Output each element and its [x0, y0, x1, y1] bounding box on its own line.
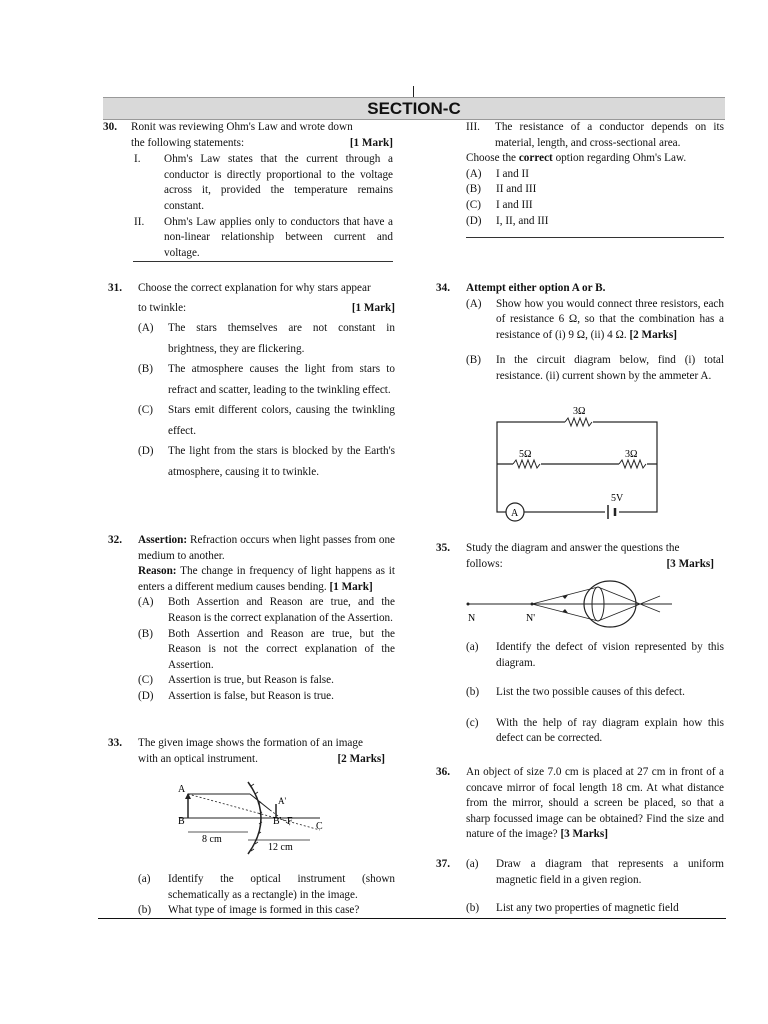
option-label: (B) — [138, 363, 153, 376]
option-label: (D) — [138, 445, 154, 458]
part-label: (a) — [466, 858, 479, 870]
reason-text: The change in frequency of light happens as it enters a different medium causes bending. — [138, 565, 395, 593]
statement-text: Ohm's Law states that the current through a conductor is directly proportional to the voltage across it, provided the temperature remains constant. — [164, 153, 393, 212]
statement-label: II. — [134, 215, 145, 228]
question-33 — [108, 736, 395, 767]
part-text: Draw a diagram that represents a uniform magnetic field in a given region. — [496, 858, 724, 886]
label-8cm: 8 cm — [202, 834, 222, 845]
question-number: 34. — [436, 282, 450, 294]
question-30-continued — [466, 120, 724, 229]
part-label: (c) — [466, 716, 479, 729]
option-label: (D) — [138, 689, 154, 702]
option-label: (C) — [138, 404, 153, 417]
marks-label: [2 Marks] — [629, 328, 677, 341]
statement-label: I. — [134, 153, 141, 166]
question-number: 30. — [103, 121, 117, 133]
part-label: (a) — [466, 641, 479, 653]
q31-stem-line1: Choose the correct explanation for why stars appear — [138, 282, 371, 294]
label-a-prime: A' — [278, 796, 287, 806]
battery-label: 5V — [611, 493, 624, 504]
label-n-prime: N' — [526, 613, 536, 624]
label-b-prime: B' — [273, 816, 282, 827]
option-text: The atmosphere causes the light from stars to refract and scatter, leading to the twinkling effect. — [168, 363, 395, 396]
question-number: 37. — [436, 858, 450, 870]
option-text: I, II, and III — [496, 214, 549, 227]
option-text: Stars emit different colors, causing the twinkling effect. — [168, 404, 395, 437]
question-number: 36. — [436, 766, 450, 778]
marks-label: [1 Mark] — [329, 580, 373, 593]
q33-stem-line1: The given image shows the formation of an image — [138, 737, 363, 749]
part-text: List any two properties of magnetic field — [496, 902, 679, 915]
label-c: C — [316, 821, 323, 832]
option-text: I and II — [496, 167, 529, 180]
q31-stem-line2: to twinkle: — [138, 301, 187, 314]
question-number: 35. — [436, 542, 450, 554]
label-a: A — [178, 784, 186, 795]
question-number: 31. — [108, 282, 122, 294]
option-label: (B) — [466, 183, 481, 196]
option-label: (B) — [466, 354, 481, 367]
ammeter-label: A — [511, 508, 519, 519]
divider — [133, 261, 393, 262]
point-n — [467, 603, 470, 606]
option-text: The stars themselves are not constant in brightness, they are flickering. — [168, 322, 395, 355]
marks-label: [1 Mark] — [349, 136, 393, 149]
question-31 — [108, 281, 395, 482]
part-text: What type of image is formed in this case? — [168, 904, 360, 917]
question-33-parts — [138, 872, 395, 919]
option-text: Both Assertion and Reason are true, and the Reason is the correct explanation of the Assertion. — [168, 596, 395, 624]
question-32 — [108, 533, 395, 705]
q30-intro-line1: Ronit was reviewing Ohm's Law and wrote down — [131, 121, 353, 133]
eye-defect-diagram — [462, 574, 682, 634]
question-37 — [436, 857, 724, 917]
option-label: (B) — [138, 627, 153, 640]
section-heading: SECTION-C — [103, 97, 725, 120]
part-label: (b) — [466, 902, 480, 915]
assertion-text: Refraction occurs when light passes from one medium to another. — [138, 534, 395, 562]
statement-text: Ohm's Law applies only to conductors that have a non-linear relationship between current and voltage. — [164, 215, 393, 259]
part-text: Identify the defect of vision represented by this diagram. — [496, 641, 724, 669]
resistor-left-label: 5Ω — [519, 449, 532, 460]
option-label: (A) — [466, 167, 482, 180]
q35-stem-line1: Study the diagram and answer the questions the — [466, 542, 680, 554]
part-text: Identify the optical instrument (shown schematically as a rectangle) in the image. — [168, 873, 395, 901]
q36-text: An object of size 7.0 cm is placed at 27 cm in front of a concave mirror of focal length 18 cm. At what distance from the mirror, should a screen be placed, so that a sharp focussed image can be obtained? Find the size and nature of the image? — [466, 766, 724, 841]
question-36 — [436, 765, 724, 843]
resistor-top-label: 3Ω — [573, 406, 586, 417]
q33-stem-line2: with an optical instrument. — [138, 752, 258, 765]
reason-label: Reason: — [138, 565, 177, 578]
part-label: (b) — [138, 904, 152, 917]
bottom-rule — [98, 918, 726, 919]
option-text: Assertion is true, but Reason is false. — [168, 674, 334, 687]
optical-instrument-figure — [170, 780, 335, 855]
part-label: (a) — [138, 873, 151, 885]
option-label: (A) — [466, 297, 482, 310]
q34-stem: Attempt either option A or B. — [466, 282, 606, 294]
option-text: In the circuit diagram below, find (i) total resistance. (ii) current shown by the ammeter A. — [496, 354, 724, 382]
marks-label: [2 Marks] — [337, 752, 385, 765]
option-label: (A) — [138, 596, 154, 609]
label-12cm: 12 cm — [268, 842, 293, 853]
option-label: (C) — [138, 674, 153, 687]
resistor-right-label: 3Ω — [625, 449, 638, 460]
option-text: Show how you would connect three resistors, each of resistance 6 Ω, so that the combination has a resistance of (i) 9 Ω, (ii) 4 Ω. — [496, 297, 724, 341]
part-text: List the two possible causes of this defect. — [496, 686, 685, 699]
choose-instruction: Choose the correct option regarding Ohm's Law. — [466, 152, 687, 165]
marks-label: [1 Mark] — [351, 301, 395, 314]
question-35-parts — [466, 640, 724, 747]
option-label: (D) — [466, 214, 482, 227]
q35-stem-line2: follows: — [466, 557, 503, 570]
option-text: I and III — [496, 198, 533, 211]
question-number: 32. — [108, 534, 122, 546]
option-text: Assertion is false, but Reason is true. — [168, 689, 334, 702]
divider — [466, 237, 724, 238]
label-n: N — [468, 613, 476, 624]
option-text: II and III — [496, 183, 537, 196]
label-f: F — [287, 816, 293, 827]
question-34 — [436, 281, 724, 385]
label-b: B — [178, 816, 185, 827]
option-text: Both Assertion and Reason are true, but the Reason is not the correct explanation of the Assertion. — [168, 627, 395, 671]
statement-label: III. — [466, 121, 480, 133]
ray-center — [188, 794, 320, 830]
part-label: (b) — [466, 686, 480, 699]
question-35 — [436, 541, 724, 572]
option-text: The light from the stars is blocked by the Earth's atmosphere, causing it to twinkle. — [168, 445, 395, 478]
option-label: (C) — [466, 198, 481, 211]
option-label: (A) — [138, 322, 154, 335]
q30-intro-line2: the following statements: — [131, 136, 245, 149]
part-text: With the help of ray diagram explain how this defect can be corrected. — [496, 716, 724, 745]
question-number: 33. — [108, 737, 122, 749]
marks-label: [3 Marks] — [666, 557, 714, 570]
marks-label: [3 Marks] — [560, 828, 608, 841]
question-30 — [103, 120, 393, 261]
statement-text: The resistance of a conductor depends on its material, length, and cross-sectional area. — [495, 121, 724, 149]
circuit-diagram — [495, 402, 665, 524]
assertion-label: Assertion: — [138, 534, 188, 546]
